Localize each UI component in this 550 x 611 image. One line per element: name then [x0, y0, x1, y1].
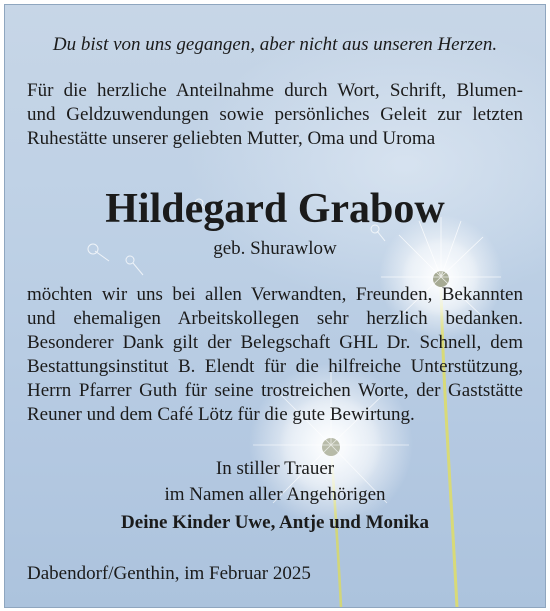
intro-line: Für die herzliche Anteilnahme durch Wort, Schrift, Blumen- [27, 80, 523, 101]
place-date: Dabendorf/Genthin, im Februar 2025 [27, 563, 311, 584]
intro-line: Ruhestätte unserer geliebten Mutter, Oma und Uroma [27, 128, 436, 149]
thanks-line: Besonderer Dank gilt der Belegschaft GHL Dr. Schnell, dem [27, 332, 523, 353]
thanks-line: Reuner und dem Café Lötz für die gute Bewirtung. [27, 404, 415, 425]
thanks-line: und ehemaligen Arbeitskollegen sehr herzlich bedanken. [27, 308, 523, 329]
deceased-name: Hildegard Grabow [105, 186, 445, 232]
birth-name: geb. Shurawlow [213, 238, 337, 259]
thanks-line: möchten wir uns bei allen Verwandten, Freunden, Bekannten [27, 284, 523, 305]
obituary-card [4, 4, 546, 608]
signature-mourning: In stiller Trauer [215, 458, 335, 479]
intro-line: und Geldzuwendungen sowie persönliches Geleit zur letzten [27, 104, 523, 125]
signature-relatives: im Namen aller Angehörigen [164, 484, 386, 505]
thanks-line: Bestattungsinstitut B. Elendt für die hilfreiche Unterstützung, [27, 356, 523, 377]
signature-names: Deine Kinder Uwe, Antje und Monika [121, 512, 429, 533]
intro-paragraph [27, 79, 523, 151]
thanks-paragraph [27, 283, 523, 427]
thanks-line: Herrn Pfarrer Guth für seine trostreichen Worte, der Gaststätte [27, 380, 523, 401]
motto: Du bist von uns gegangen, aber nicht aus unseren Herzen. [52, 34, 498, 55]
